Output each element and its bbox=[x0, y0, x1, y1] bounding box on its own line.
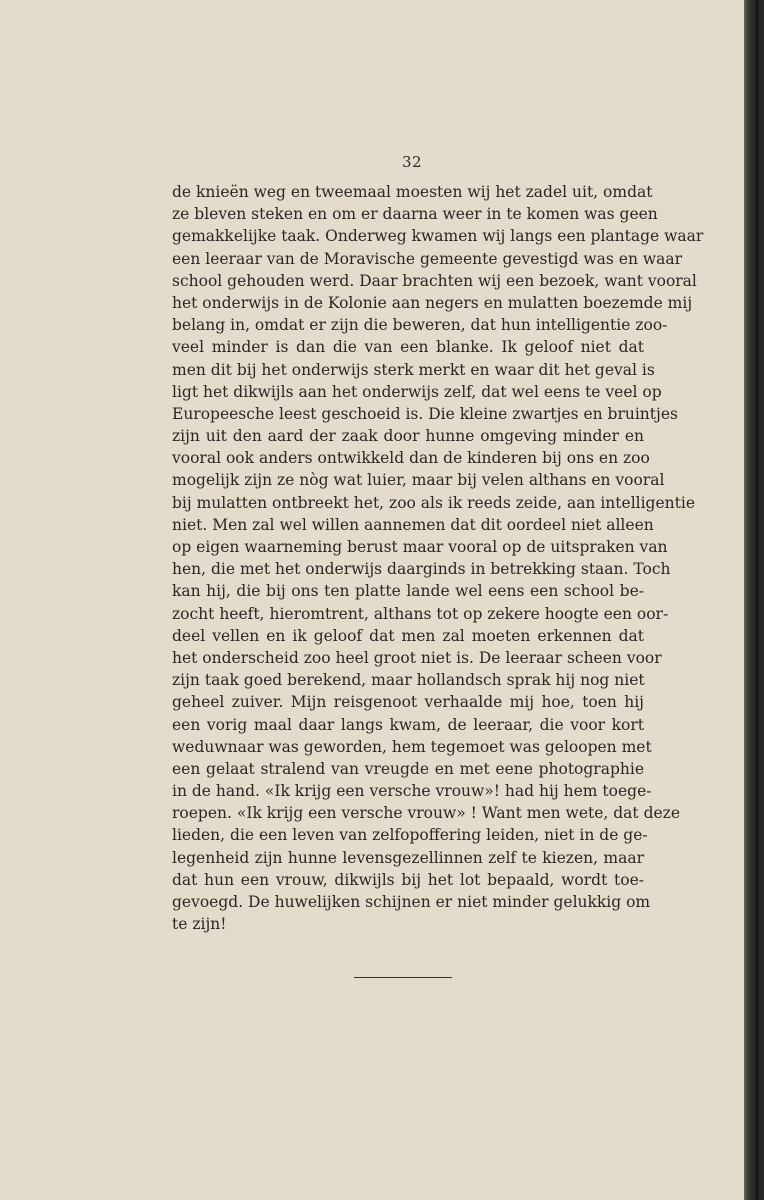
text-line: een vorig maal daar langs kwam, de leeraar, die voor kort bbox=[172, 715, 644, 734]
text-line-last: te zijn! bbox=[172, 915, 227, 934]
text-line: bij mulatten ontbreekt het, zoo als ik reeds zeide, aan intelligentie bbox=[172, 493, 695, 512]
text-line: veel minder is dan die van een blanke. Ik geloof niet dat bbox=[172, 338, 644, 357]
text-line: de knieën weg en tweemaal moesten wij het zadel uit, omdat bbox=[172, 183, 653, 201]
body-text bbox=[172, 181, 704, 935]
text-line: geheel zuiver. Mijn reisgenoot verhaalde mij hoe, toen hij bbox=[172, 693, 644, 712]
text-line: legenheid zijn hunne levensgezellinnen zelf te kiezen, maar bbox=[172, 848, 644, 867]
text-line: gevoegd. De huwelijken schijnen er niet minder gelukkig om bbox=[172, 893, 651, 911]
text-line: men dit bij het onderwijs sterk merkt en waar dit het geval is bbox=[172, 360, 655, 379]
text-line: niet. Men zal wel willen aannemen dat dit oordeel niet alleen bbox=[172, 515, 654, 534]
text-line: het onderwijs in de Kolonie aan negers en mulatten boezemde mij bbox=[172, 293, 693, 312]
text-line: zocht heeft, hieromtrent, althans tot op zekere hoogte een oor- bbox=[172, 604, 669, 623]
text-line: gemakkelijke taak. Onderweg kwamen wij langs een plantage waar bbox=[172, 227, 704, 246]
text-line: weduwnaar was geworden, hem tegemoet was geloopen met bbox=[172, 737, 652, 756]
section-end-rule bbox=[354, 977, 452, 978]
text-line: een gelaat stralend van vreugde en met eene photographie bbox=[172, 759, 644, 778]
text-line: deel vellen en ik geloof dat men zal moeten erkennen dat bbox=[172, 626, 644, 645]
text-line: zijn uit den aard der zaak door hunne omgeving minder en bbox=[172, 427, 644, 446]
text-line: in de hand. «Ik krijg een versche vrouw»! had hij hem toege- bbox=[172, 782, 652, 801]
text-line: ze bleven steken en om er daarna weer in te komen was geen bbox=[172, 205, 658, 224]
text-line: hen, die met het onderwijs daarginds in betrekking staan. Toch bbox=[172, 560, 671, 579]
text-line: het onderscheid zoo heel groot niet is. De leeraar scheen voor bbox=[172, 648, 662, 667]
spine-edge bbox=[756, 0, 758, 1200]
text-line: mogelijk zijn ze nòg wat luier, maar bij velen althans en vooral bbox=[172, 471, 665, 490]
text-line: zijn taak goed berekend, maar hollandsch sprak hij nog niet bbox=[172, 671, 645, 690]
text-line: Europeesche leest geschoeid is. Die kleine zwartjes en bruintjes bbox=[172, 404, 678, 423]
text-line: belang in, omdat er zijn die beweren, dat hun intelligentie zoo- bbox=[172, 316, 668, 335]
text-line: op eigen waarneming berust maar vooral op de uitspraken van bbox=[172, 538, 668, 556]
page-number: 32 bbox=[402, 153, 423, 171]
text-line: kan hij, die bij ons ten platte lande wel eens een school be- bbox=[172, 582, 644, 601]
text-line: school gehouden werd. Daar brachten wij een bezoek, want vooral bbox=[172, 271, 697, 290]
text-line: dat hun een vrouw, dikwijls bij het lot bepaald, wordt toe- bbox=[172, 870, 644, 889]
text-line: een leeraar van de Moravische gemeente gevestigd was en waar bbox=[172, 249, 683, 268]
text-line: ligt het dikwijls aan het onderwijs zelf, dat wel eens te veel op bbox=[172, 382, 662, 401]
text-line: lieden, die een leven van zelfopoffering leiden, niet in de ge- bbox=[172, 826, 648, 845]
text-line: vooral ook anders ontwikkeld dan de kinderen bij ons en zoo bbox=[172, 449, 650, 468]
text-line: roepen. «Ik krijg een versche vrouw» ! Want men wete, dat deze bbox=[172, 804, 681, 823]
book-spine bbox=[744, 0, 764, 1200]
